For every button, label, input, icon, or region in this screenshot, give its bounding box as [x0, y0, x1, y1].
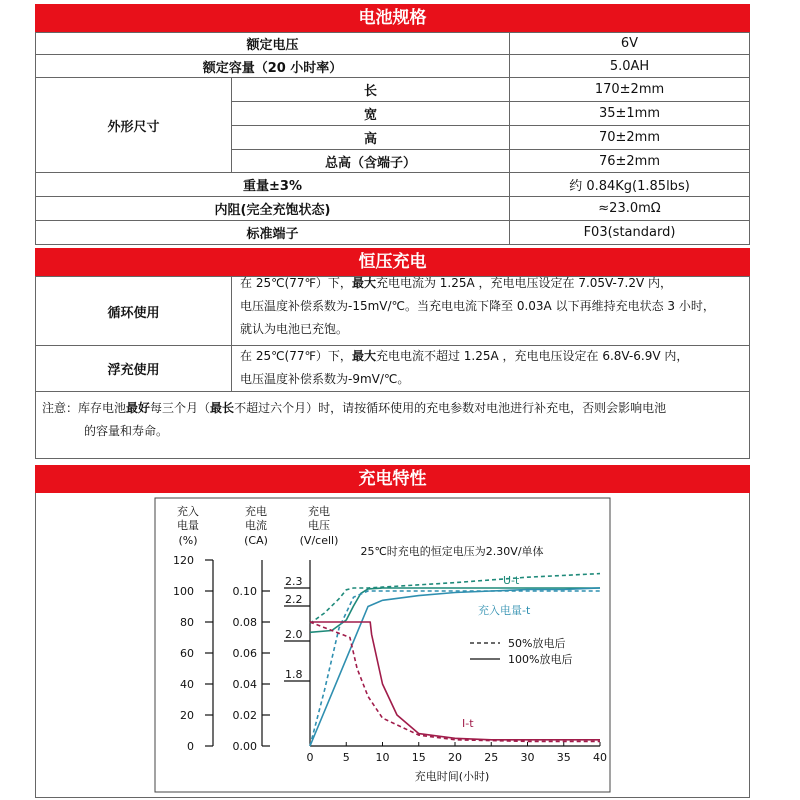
dim-total-height-value: 76±2mm — [509, 149, 750, 173]
cycle-line-2: 电压温度补偿系数为-15mV/℃。当充电电流下降至 0.03A 以下再维持充电状态 3 小时， — [240, 299, 715, 313]
capacity-tick-label: 60 — [180, 647, 194, 660]
current-tick-label: 0.04 — [232, 678, 257, 691]
capacity-tick-label: 120 — [173, 554, 194, 567]
capacity-tick-label: 100 — [173, 585, 194, 598]
terminal-value: F03(standard) — [509, 220, 750, 245]
voltage-axis-title-1: 充电 — [308, 505, 330, 518]
voltage-tick-label: 2.0 — [285, 628, 303, 641]
series-voltage-solid-line — [310, 588, 600, 632]
current-tick-label: 0.08 — [232, 616, 257, 629]
voltage-axis-unit: (V/cell) — [299, 534, 339, 547]
x-tick-label: 40 — [593, 751, 607, 764]
note-c: 每三个月（ — [150, 401, 211, 415]
voltage-axis-title-2: 电压 — [308, 519, 330, 532]
dimensions-label: 外形尺寸 — [35, 77, 232, 173]
x-tick-label: 5 — [342, 751, 350, 764]
current-tick-label: 0.02 — [232, 709, 257, 722]
cycle-line-1b: 最大 — [351, 276, 376, 290]
note-a: 注意：库存电池 — [42, 401, 127, 415]
dim-length-value: 170±2mm — [509, 77, 750, 102]
capacity-tick-label: 40 — [180, 678, 194, 691]
note-d: 最长 — [210, 401, 235, 415]
cycle-line-1a: 在 25℃(77℉）下， — [240, 276, 352, 290]
capacity-axis-title-2: 电量 — [177, 519, 199, 532]
cycle-line-1c: 充电电流为 1.25A ，充电电压设定在 7.05V-7.2V 内， — [375, 276, 672, 290]
capacity-tick-label: 80 — [180, 616, 194, 629]
plot-title: 25℃时充电的恒定电压为2.30V/单体 — [360, 545, 544, 558]
characteristics-title: 充电特性 — [358, 469, 427, 489]
weight-label: 重量±3% — [35, 172, 510, 197]
series-capacity-solid-line — [310, 588, 600, 746]
float-line-2: 电压温度补偿系数为-9mV/℃。 — [240, 372, 410, 386]
x-tick-label: 10 — [375, 751, 390, 764]
current-tick-label: 0.00 — [232, 740, 257, 753]
rated-voltage-value: 6V — [509, 32, 750, 55]
resistance-value: ≈23.0mΩ — [509, 196, 750, 221]
cycle-use-label: 循环使用 — [35, 276, 232, 346]
dim-height-value: 70±2mm — [509, 125, 750, 150]
dim-width-value: 35±1mm — [509, 101, 750, 126]
voltage-tick-label: 2.2 — [285, 593, 303, 606]
dim-length-label: 长 — [231, 77, 510, 102]
x-tick-label: 20 — [448, 751, 462, 764]
current-axis-unit: (CA) — [244, 534, 268, 547]
x-tick-label: 30 — [520, 751, 535, 764]
note-b: 最好 — [126, 401, 151, 415]
it-label: I-t — [462, 717, 474, 730]
capacity-axis-unit: (%) — [178, 534, 198, 547]
current-axis-title-2: 电流 — [245, 519, 267, 532]
capacity-axis-title-1: 充入 — [177, 505, 199, 518]
current-axis-title-1: 充电 — [245, 505, 267, 518]
x-axis-label: 充电时间(小时) — [414, 770, 490, 783]
float-line-1c: 充电电流不超过 1.25A ，充电电压设定在 6.8V-6.9V 内， — [375, 349, 689, 363]
float-line-1a: 在 25℃(77℉）下， — [240, 349, 352, 363]
current-tick-label: 0.10 — [232, 585, 257, 598]
rated-capacity-label: 额定容量（20 小时率） — [35, 54, 510, 78]
charging-title: 恒压充电 — [358, 252, 427, 272]
spec-title: 电池规格 — [358, 8, 427, 28]
cycle-line-3: 就认为电池已充饱。 — [240, 322, 349, 336]
x-tick-label: 15 — [411, 751, 426, 764]
rated-capacity-value: 5.0AH — [509, 54, 750, 78]
weight-value: 约 0.84Kg(1.85lbs) — [509, 172, 750, 197]
x-tick-label: 25 — [484, 751, 499, 764]
current-tick-label: 0.06 — [232, 647, 257, 660]
rated-voltage-label: 额定电压 — [35, 32, 510, 55]
voltage-tick-label: 1.8 — [285, 668, 303, 681]
float-use-label: 浮充使用 — [35, 345, 232, 392]
x-tick-label: 35 — [556, 751, 571, 764]
voltage-tick-label: 2.3 — [285, 575, 303, 588]
note-line-2: 的容量和寿命。 — [84, 424, 169, 438]
dim-width-label: 宽 — [231, 101, 510, 126]
series-capacity-dashed-line — [310, 591, 600, 746]
float-line-1b: 最大 — [351, 349, 376, 363]
terminal-label: 标准端子 — [35, 220, 510, 245]
dim-height-label: 高 — [231, 125, 510, 150]
legend-100-label: 100%放电后 — [508, 653, 573, 666]
note-e: 不超过六个月）时，请按循环使用的充电参数对电池进行补充电，否则会影响电池 — [234, 401, 667, 415]
legend-50-label: 50%放电后 — [508, 637, 566, 650]
ut-label: U-t — [503, 574, 520, 587]
x-tick-label: 0 — [306, 751, 314, 764]
resistance-label: 内阻(完全充饱状态) — [35, 196, 510, 221]
capacity-curve-label: 充入电量-t — [478, 604, 531, 617]
capacity-tick-label: 0 — [187, 740, 194, 753]
capacity-tick-label: 20 — [180, 709, 194, 722]
dim-total-height-label: 总高（含端子） — [231, 149, 510, 173]
